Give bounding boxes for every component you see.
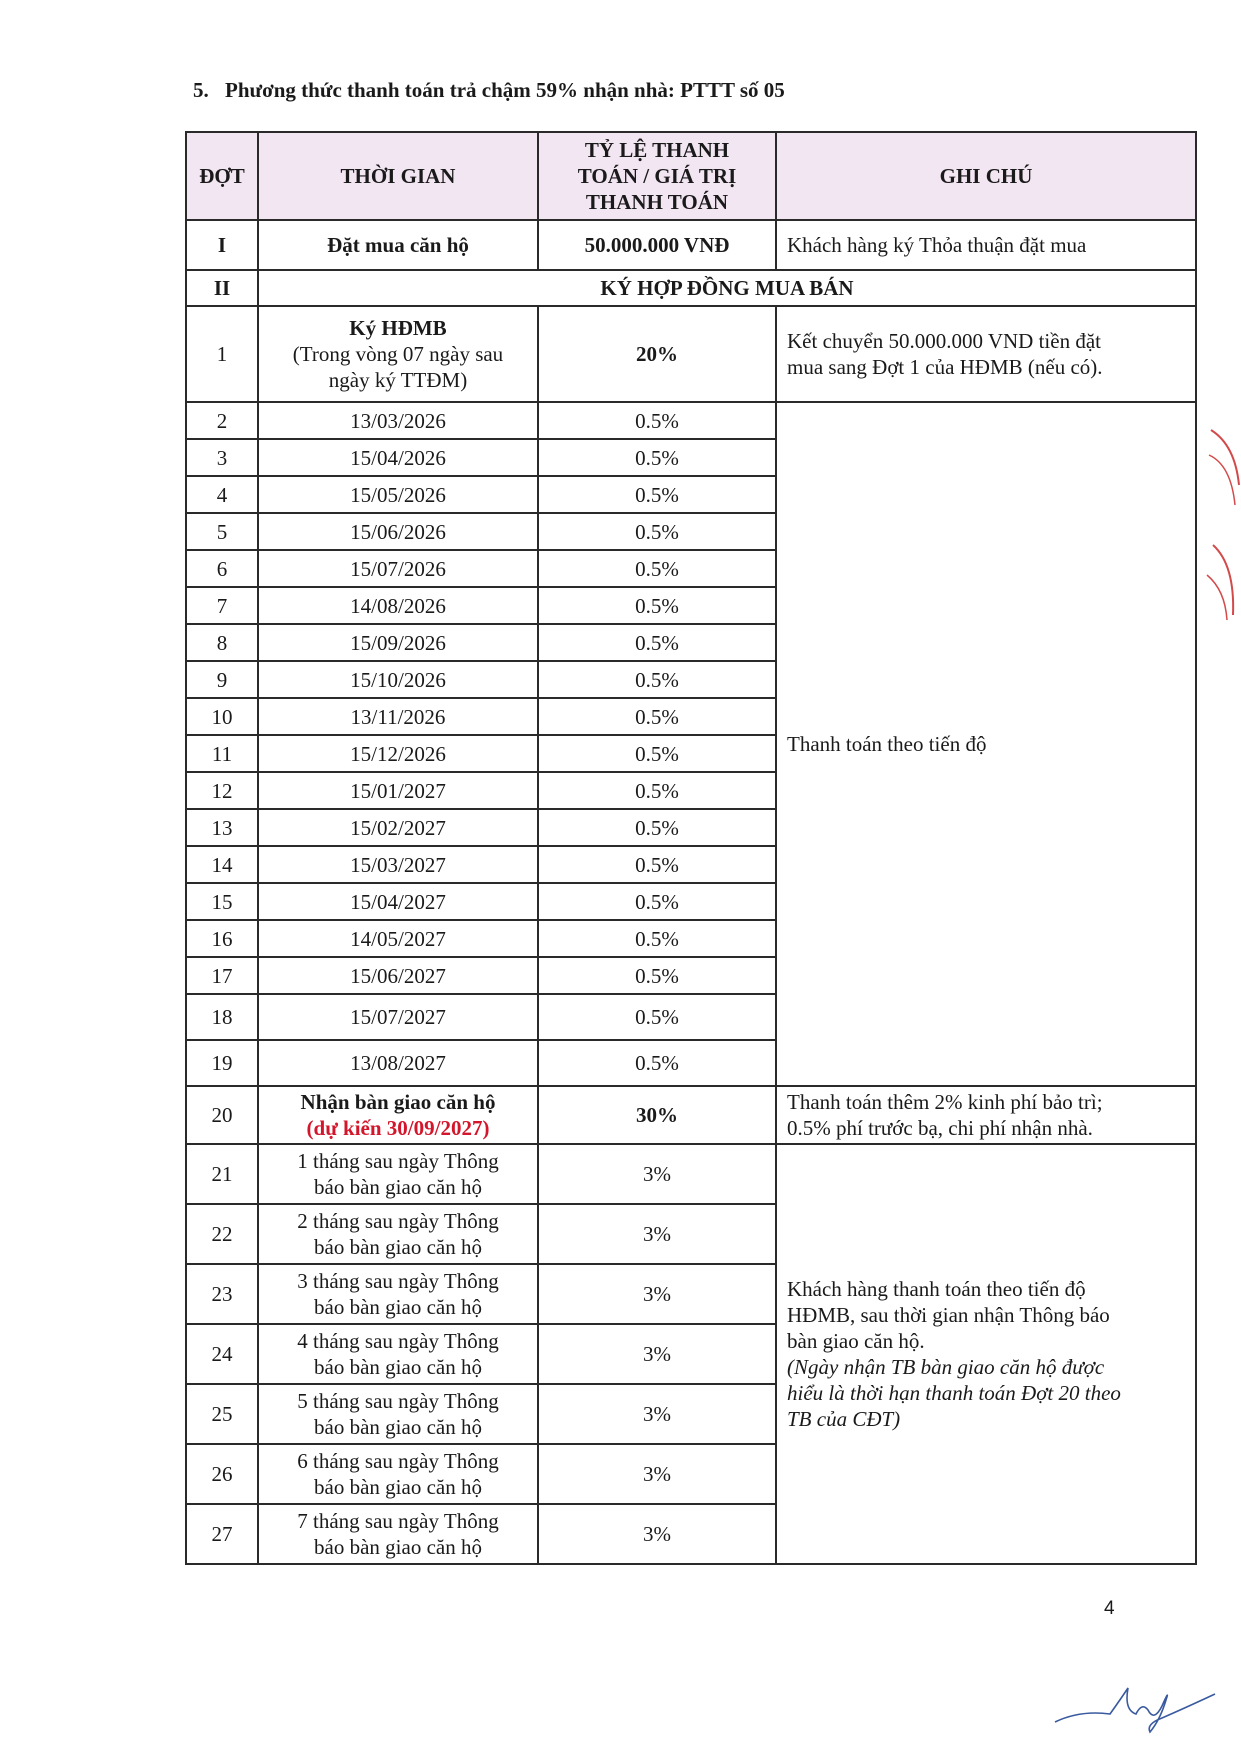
value-cell: 0.5% (538, 1040, 776, 1086)
time-cell: 6 tháng sau ngày Thông báo bàn giao căn hộ (258, 1444, 538, 1504)
stage-cell: 26 (186, 1444, 258, 1504)
value-cell: 0.5% (538, 661, 776, 698)
time-cell: Đặt mua căn hộ (258, 220, 538, 270)
value-cell: 0.5% (538, 994, 776, 1040)
date-cell: 15/07/2026 (258, 550, 538, 587)
table-header-row (186, 132, 1196, 220)
stage-cell: 23 (186, 1264, 258, 1324)
value-cell: 0.5% (538, 846, 776, 883)
value-cell: 0.5% (538, 735, 776, 772)
date-cell: 13/03/2026 (258, 402, 538, 439)
partial-stamp-icon (1205, 425, 1241, 625)
stage-cell: 20 (186, 1086, 258, 1144)
value-cell: 0.5% (538, 513, 776, 550)
time-cell: 5 tháng sau ngày Thông báo bàn giao căn hộ (258, 1384, 538, 1444)
stage-cell: 11 (186, 735, 258, 772)
value-cell: 0.5% (538, 698, 776, 735)
time-cell: 3 tháng sau ngày Thông báo bàn giao căn hộ (258, 1264, 538, 1324)
header-note: GHI CHÚ (776, 132, 1196, 220)
value-cell: 0.5% (538, 550, 776, 587)
payment-schedule-table (185, 131, 1197, 1565)
value-cell: 3% (538, 1324, 776, 1384)
stage-cell: 15 (186, 883, 258, 920)
row-stage-20 (186, 1086, 1196, 1144)
value-cell: 20% (538, 306, 776, 402)
table-row (186, 402, 1196, 439)
value-cell: 3% (538, 1144, 776, 1204)
stage-cell: 10 (186, 698, 258, 735)
time-cell: 7 tháng sau ngày Thông báo bàn giao căn hộ (258, 1504, 538, 1564)
stage-cell: 21 (186, 1144, 258, 1204)
value-cell: 0.5% (538, 587, 776, 624)
monthly-note-cell: Khách hàng thanh toán theo tiến độ HĐMB, sau thời gian nhận Thông báo bàn giao căn hộ. (Ngày nhận TB bàn giao căn hộ được hiểu là thời hạn thanh toán Đợt 20 theo TB của CĐT) (776, 1144, 1196, 1564)
value-cell: 0.5% (538, 809, 776, 846)
section-number: 5. (193, 78, 209, 102)
stage-cell: 3 (186, 439, 258, 476)
stage-cell: 14 (186, 846, 258, 883)
section-title-cell: KÝ HỢP ĐỒNG MUA BÁN (258, 270, 1196, 306)
stage-cell: 13 (186, 809, 258, 846)
value-cell: 0.5% (538, 772, 776, 809)
date-cell: 15/12/2026 (258, 735, 538, 772)
value-cell: 50.000.000 VNĐ (538, 220, 776, 270)
stage-cell: 18 (186, 994, 258, 1040)
date-cell: 15/04/2026 (258, 439, 538, 476)
stage-cell: II (186, 270, 258, 306)
page-number: 4 (1104, 1598, 1115, 1619)
time-cell: Ký HĐMB (Trong vòng 07 ngày sau ngày ký TTĐM) (258, 306, 538, 402)
section-title: Phương thức thanh toán trả chậm 59% nhận nhà: PTTT số 05 (225, 78, 785, 102)
row-stage-1 (186, 306, 1196, 402)
stage-cell: 16 (186, 920, 258, 957)
date-cell: 14/05/2027 (258, 920, 538, 957)
header-rate: TỶ LỆ THANH TOÁN / GIÁ TRỊ THANH TOÁN (538, 132, 776, 220)
header-stage: ĐỢT (186, 132, 258, 220)
stage-cell: 19 (186, 1040, 258, 1086)
stage-cell: 7 (186, 587, 258, 624)
value-cell: 3% (538, 1384, 776, 1444)
value-cell: 3% (538, 1264, 776, 1324)
value-cell: 3% (538, 1444, 776, 1504)
date-cell: 15/02/2027 (258, 809, 538, 846)
stage-cell: 4 (186, 476, 258, 513)
value-cell: 0.5% (538, 920, 776, 957)
date-cell: 15/03/2027 (258, 846, 538, 883)
value-cell: 3% (538, 1204, 776, 1264)
value-cell: 0.5% (538, 476, 776, 513)
section-heading (193, 78, 785, 103)
time-cell: 4 tháng sau ngày Thông báo bàn giao căn hộ (258, 1324, 538, 1384)
row-contract-section (186, 270, 1196, 306)
date-cell: 15/09/2026 (258, 624, 538, 661)
stage-cell: 5 (186, 513, 258, 550)
stage-cell: 25 (186, 1384, 258, 1444)
time-cell: 2 tháng sau ngày Thông báo bàn giao căn hộ (258, 1204, 538, 1264)
date-cell: 13/08/2027 (258, 1040, 538, 1086)
stage-cell: 12 (186, 772, 258, 809)
note-cell: Kết chuyển 50.000.000 VND tiền đặt mua sang Đợt 1 của HĐMB (nếu có). (776, 306, 1196, 402)
stage-cell: 27 (186, 1504, 258, 1564)
stage-cell: 6 (186, 550, 258, 587)
stage-cell: 9 (186, 661, 258, 698)
value-cell: 0.5% (538, 402, 776, 439)
value-cell: 30% (538, 1086, 776, 1144)
date-cell: 15/07/2027 (258, 994, 538, 1040)
value-cell: 0.5% (538, 957, 776, 994)
date-cell: 14/08/2026 (258, 587, 538, 624)
time-cell: Nhận bàn giao căn hộ (dự kiến 30/09/2027) (258, 1086, 538, 1144)
schedule-note-cell: Thanh toán theo tiến độ (776, 402, 1196, 1086)
note-cell: Thanh toán thêm 2% kinh phí bảo trì; 0.5% phí trước bạ, chi phí nhận nhà. (776, 1086, 1196, 1144)
date-cell: 15/06/2026 (258, 513, 538, 550)
time-cell: 1 tháng sau ngày Thông báo bàn giao căn hộ (258, 1144, 538, 1204)
date-cell: 13/11/2026 (258, 698, 538, 735)
stage-cell: 2 (186, 402, 258, 439)
stage-cell: 8 (186, 624, 258, 661)
stage-cell: I (186, 220, 258, 270)
stage-cell: 1 (186, 306, 258, 402)
signature-icon (1050, 1680, 1220, 1740)
stage-cell: 24 (186, 1324, 258, 1384)
value-cell: 0.5% (538, 624, 776, 661)
table-row (186, 1144, 1196, 1204)
value-cell: 0.5% (538, 883, 776, 920)
note-cell: Khách hàng ký Thỏa thuận đặt mua (776, 220, 1196, 270)
stage-cell: 17 (186, 957, 258, 994)
date-cell: 15/05/2026 (258, 476, 538, 513)
stage-cell: 22 (186, 1204, 258, 1264)
date-cell: 15/04/2027 (258, 883, 538, 920)
date-cell: 15/06/2027 (258, 957, 538, 994)
row-deposit (186, 220, 1196, 270)
value-cell: 3% (538, 1504, 776, 1564)
date-cell: 15/10/2026 (258, 661, 538, 698)
value-cell: 0.5% (538, 439, 776, 476)
date-cell: 15/01/2027 (258, 772, 538, 809)
header-time: THỜI GIAN (258, 132, 538, 220)
